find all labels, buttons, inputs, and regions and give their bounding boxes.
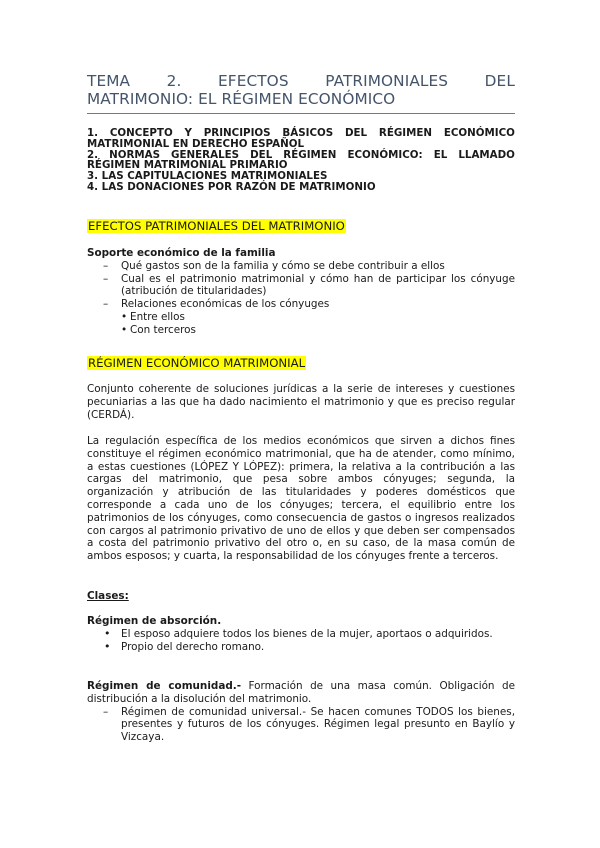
word: NORMAS: [109, 148, 161, 161]
comunidad-paragraph: Régimen de comunidad.- Formación de una masa común. Obligación de distribución a la disolución del matrimonio.: [87, 680, 515, 705]
word: PATRIMONIALES: [325, 72, 449, 90]
sub-list-item: • Con terceros: [121, 323, 196, 336]
sub-list-item: • Entre ellos: [121, 310, 185, 323]
toc-item-2-line-2: RÉGIMEN MATRIMONIAL PRIMARIO: [87, 159, 288, 172]
dash-marker: –: [103, 272, 109, 285]
word: TEMA: [87, 72, 131, 90]
list-item: – Relaciones económicas de los cónyuges: [103, 298, 330, 311]
bullet-marker: •: [104, 626, 111, 640]
clases-label: Clases:: [87, 590, 129, 602]
toc-item-1-line-2: MATRIMONIAL EN DERECHO ESPAÑOL: [87, 137, 305, 150]
soporte-block: [87, 247, 515, 337]
word: EFECTOS: [218, 72, 289, 90]
word: BÁSICOS: [282, 127, 334, 139]
title-line-1: [87, 72, 515, 90]
list-item: • Propio del derecho romano.: [104, 639, 265, 653]
title-line-2: MATRIMONIO: EL RÉGIMEN ECONÓMICO: [87, 90, 396, 108]
dash-marker: –: [103, 298, 109, 311]
toc-item-4: 4. LAS DONACIONES POR RAZÓN DE MATRIMONIO: [87, 180, 376, 193]
bullet-marker: •: [121, 323, 128, 336]
word: Y: [184, 127, 192, 139]
word: CONCEPTO: [109, 127, 173, 139]
table-of-contents: [87, 128, 515, 193]
subheading-soporte: Soporte económico de la familia: [87, 247, 276, 259]
dash-marker: –: [103, 705, 109, 718]
word: DEL: [344, 127, 368, 139]
section-regimen: [87, 356, 515, 371]
word: GENERALES: [171, 148, 240, 161]
paragraph-definition: Conjunto coherente de soluciones jurídicas a la serie de intereses y cuestiones pecuniarias a las que ha dado nacimiento el matrimonio y que es preciso regular (CERDÁ).: [87, 383, 515, 421]
comunidad-block: [87, 680, 515, 744]
word: EL: [433, 148, 448, 161]
dash-marker: –: [103, 259, 109, 272]
section-efectos: [87, 219, 515, 234]
list-item: – Cual es el patrimonio matrimonial y cómo han de participar los cónyuge (atribución de titularidades): [103, 272, 515, 298]
word: 2.: [87, 148, 99, 161]
word: ECONÓMICO:: [347, 148, 423, 161]
word: PRINCIPIOS: [203, 127, 271, 139]
word: 2.: [166, 72, 182, 90]
list-item: – Qué gastos son de la familia y cómo se debe contribuir a ellos: [103, 259, 445, 272]
word: 1.: [87, 127, 99, 139]
bullet-marker: •: [121, 310, 128, 323]
absorcion-block: [87, 615, 515, 653]
word: RÉGIMEN: [378, 127, 433, 139]
list-item: • El esposo adquiere todos los bienes de la mujer, aportaos o adquiridos.: [104, 626, 493, 640]
word: DEL: [484, 72, 515, 90]
title-underline: [87, 113, 515, 114]
paragraph-regulation: La regulación específica de los medios económicos que sirven a dichos fines constituye el régimen económico matrimonial, que ha de atender, como mínimo, a estas cuestiones (LÓPEZ Y LÓPEZ): primera, la relativa a la contribución a las cargas del matrimonio, que pesa sobre ambos cónyuges; segunda, la organización y atribución de las titularidades y poderes domésticos que corresponde a cada uno de los cónyuges; tercera, el equilibrio entre los patrimonios de los cónyuges, como consecuencia de gastos o ingresos realizados con cargos al patrimonio privativo de uno de ellos y que deben ser compensados a costa del patrimonio privativo del otro o, en su caso, de la masa común de ambos esposos; y cuarta, la responsabilidad de los cónyuges frente a terceros.: [87, 435, 515, 563]
bullet-marker: •: [104, 639, 111, 653]
word: LLAMADO: [458, 148, 515, 161]
word: ECONÓMICO: [443, 127, 515, 139]
list-item: – Régimen de comunidad universal.- Se hacen comunes TODOS los bienes, presentes y futuros de los cónyuges. Régimen legal presunto en Baylío y Vizcaya.: [103, 705, 515, 744]
word: RÉGIMEN: [283, 148, 337, 161]
comunidad-title: Régimen de comunidad.-: [87, 680, 242, 692]
word: DEL: [250, 148, 273, 161]
section-heading-regimen: RÉGIMEN ECONÓMICO MATRIMONIAL: [88, 356, 306, 370]
toc-item-3: 3. LAS CAPITULACIONES MATRIMONIALES: [87, 170, 328, 183]
section-heading-efectos: EFECTOS PATRIMONIALES DEL MATRIMONIO: [88, 219, 345, 233]
absorcion-title: Régimen de absorción.: [87, 615, 222, 627]
document-title: [87, 72, 515, 108]
